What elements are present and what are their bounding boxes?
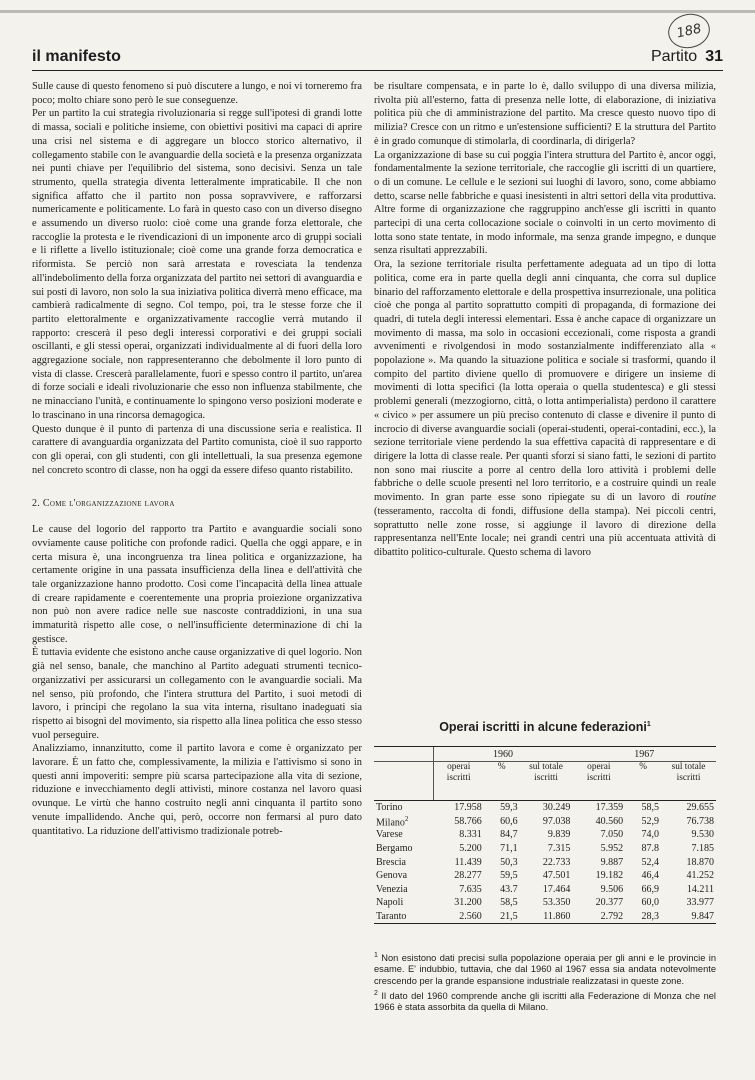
paragraph: Analizziamo, innanzitutto, come il partito lavora e come è organizzato per lavorare. È un fatto che, complessivamente, la milizia e l'attivismo si sono in questi anni impoveriti: sempre più scarsa partecipazione alla vita di sezione, riduzione e invecchiamento degli attivisti, minore costanza nel lavoro quasi ovunque. Le virtù che hanno costruito negli anni cinquanta il partito sono venute impallidendo. Anche qui, però, occorre non fermarsi al puro dato quantitativo. La riduzione dell'attivismo tradizionale potreb- — [32, 743, 362, 837]
column-header: operai iscritti — [433, 762, 484, 801]
paragraph: Per un partito la cui strategia rivoluzionaria si regge sull'ipotesi di grandi lotte di massa, sociali e politiche insieme, con obiettivi positivi ma capaci di aprire una crisi nel sistema e di aggregare un blocco storico alternativo, il collegamento stabile con le avanguardie della società e la presenza organizzata nei punti chiave per l'equilibrio del sistema, sono decisivi. Senza un tale strumento, quella strategia diventa letteralmente impraticabile. Il che non significa affatto che il partito non possa sopravvivere, e rafforzarsi numericamente e politicamente. Lo farà in questo caso con un diverso disegno e assumendo un diverso ruolo: cioè come una grande forza elettorale, che raccoglie la protesta e le rivendicazioni di un imponente arco di gruppi sociali e li riflette a livello istituzionale; cioè come una grande forza democratica e riformista. Se perciò non sarà arrestata e rovesciata la tendenza all'indebolimento della forza organizzata del partito nei settori di avanguardia e sui posti di lavoro, non solo la sua iniziativa politica diverrà meno efficace, ma cambierà radicalmente di segno. Col tempo, poi, tra le stesse forze che il partito elettoralmente e organizzativamente raccoglie verrà mutando il rapporto: crescerà il peso degli interessi corporativi e dei gruppi sociali oscillanti, e gli stessi operai, organizzati individualmente al di fuori della loro aggregazione sociale, non rappresenteranno che debolmente il loro punto di vista di classe. Crescerà parallelamente, fuori e spesso contro il partito, un'area di forze sociali e ideali rivoluzionarie che esso non influenza stabilmente, che ne minacciano l'unità, e continuamente lo spingono verso posizioni moderate e lo trascinano in una rincorsa demagogica. — [32, 108, 362, 421]
table-title: Operai iscritti in alcune federazioni$^1$ — [439, 720, 651, 734]
cell: 30.249 — [542, 802, 571, 814]
year-header: 1967 — [572, 747, 716, 762]
top-edge-line — [0, 10, 755, 13]
paragraph: Ora, la sezione territoriale risulta perfettamente adeguata ad un tipo di lotta politica, come era in parte quella degli anni cinquanta, che corra sul duplice binario del rafforzamento elettorale e della prospettiva insurrezionale, una politica cioè che ponga al partito soprattutto compiti di propaganda, di formazione dei quadri, di tutela degli interessi elementari. Essa è anche capace di organizzare un movimento di massa, ma solo in occasioni eccezionali, come risposta a grandi avvenimenti e rivolgendosi in modo sostanzialmente indifferenziato alla « popolazione ». Ma quando la situazione politica e sociale si trasformi, quando il compito del partito diviene quello di promuovere e dirigere un insieme di movimenti di lotta specifici (la lotta operaia o quella studentesca) e gli stessi problemi generali (mezzogiorno, città, o lotta antimperialista) perdono il carattere « civico » per assumere un più preciso contenuto di classe e divenire il punto di incrocio di diverse avanguardie sociali (operai-studenti, operai-contadini, ecc.), la sezione territoriale viene perdendo la sua effettiva capacità di rappresentare e di dirigere la lotta di classe reale. Per quanti sforzi si siano fatti, le sezioni di partito non sono mai riuscite a porre al centro della loro attività i problemi delle fabbriche o delle scuole presenti nel loro territorio, e a costruire quindi un reale movimento. In gran parte esse sono ripiegate su di un lavoro di routine (tesseramento, raccolta di fondi, diffusione della stampa). Nei piccoli centri, soprattutto nelle zone rosse, si aggiunge il lavoro di direzione della rappresentanza nell'Ente locale; nei grandi centri una più accentuata attività di dibattito politico-culturale. Questo schema di lavoro — [374, 259, 716, 558]
cell: 14.211 — [686, 883, 714, 895]
header-rule — [32, 70, 723, 71]
table-row — [374, 869, 716, 883]
table-header-columns — [374, 762, 716, 801]
city-cell: Napoli — [376, 897, 404, 909]
cell: 2.560 — [433, 910, 484, 924]
column-header: sul totale iscritti — [520, 762, 573, 801]
cell: 7.635 — [459, 883, 482, 895]
cell: 31.200 — [454, 897, 482, 909]
cell: 20.377 — [595, 897, 624, 909]
cell: 97.038 — [542, 815, 571, 827]
footnote: $^2$ Il dato del 1960 comprende anche gli iscritti alla Federazione di Monza che nel 1966 è stata assorbita da quella di Milano. — [374, 989, 716, 1013]
masthead-title: il manifesto — [32, 48, 121, 65]
table-row — [374, 896, 716, 910]
table-row — [374, 883, 716, 897]
cell: 8.331 — [459, 829, 482, 841]
cell: 9.506 — [600, 883, 624, 895]
cell: 7.185 — [691, 843, 714, 855]
cell: 59,5 — [500, 870, 518, 882]
column-header: % — [484, 762, 520, 801]
city-cell: Venezia — [376, 883, 408, 895]
cell: 22.733 — [542, 856, 571, 868]
cell: 76.738 — [686, 815, 714, 827]
table-row — [374, 815, 716, 829]
cell: 58.766 — [454, 815, 482, 827]
cell: 60,6 — [500, 815, 518, 827]
cell: 46,4 — [641, 870, 660, 882]
cell: 41.252 — [686, 870, 714, 882]
cell: 50,3 — [500, 856, 518, 868]
cell: 28,3 — [625, 910, 661, 924]
cell: 2.792 — [572, 910, 625, 924]
table-row — [374, 842, 716, 856]
paragraph: Questo dunque è il punto di partenza di una discussione seria e realistica. Il carattere di avanguardia organizzata del Partito comunista, cioè il suo rapporto con gli operai, con gli studenti, con gli intellettuali, la sua presenza egemone nel concreto scontro di classe, non ha oggi da essere difeso quanto ristabilito. — [32, 423, 362, 476]
paragraph: be risultare compensata, e in parte lo è, dallo sviluppo di una diversa milizia, rivolta più all'esterno, fatta di presenza nelle lotte, di elaborazione, di iniziativa politica più che di amministrazione del partito. Ma cresce questo nuovo tipo di milizia? Cresce con un ritmo e un'estensione sufficienti? E la struttura del Partito è in grado comunque di stimolarla, di coordinarla, di dirigerla? — [374, 81, 716, 147]
city-cell: Taranto — [374, 910, 433, 924]
cell: 9.530 — [691, 829, 714, 841]
cell: 11.860 — [520, 910, 573, 924]
cell: 17.958 — [454, 802, 482, 814]
cell: 11.439 — [454, 856, 482, 868]
table-header-years — [374, 747, 716, 762]
cell: 40.560 — [595, 815, 624, 827]
cell: 43.7 — [500, 883, 518, 895]
cell: 59,3 — [500, 802, 518, 814]
city-cell: Bergamo — [376, 843, 413, 855]
footnote: $^1$ Non esistono dati precisi sulla popolazione operaia per gli anni e le provincie in esame. E' indubbio, tuttavia, che dal 1960 al 1967 essa sia andata notevolmente crescendo per la grande espansione industriale realizzatasi in queste zone. — [374, 952, 716, 986]
cell: 29.655 — [686, 802, 714, 814]
cell: 9.887 — [600, 856, 624, 868]
cell: 71,1 — [500, 843, 518, 855]
cell: 7.315 — [547, 843, 571, 855]
table-row — [374, 801, 716, 815]
cell: 33.977 — [686, 897, 714, 909]
cell: 9.847 — [661, 910, 716, 924]
cell: 9.839 — [547, 829, 571, 841]
cell: 18.870 — [686, 856, 714, 868]
paragraph: La organizzazione di base su cui poggia l'intera struttura del Partito è, ancor oggi, fondamentalmente la sezione territoriale, che raccoglie gli iscritti di un quartiere, o di un comune. Le cellule e le sezioni sui luoghi di lavoro, sono, come abbiamo detto, scarse nelle fabbriche e quasi inesistenti in altri settori della vita produttiva. Altre forme di organizzazione che raggruppino anch'esse gli iscritti in quanto partecipi di una certa collocazione sociale o coinvolti in un certo movimento di lotta sono state tentate, in modo informale, ma senza grande impegno, e dunque senza risultati apprezzabili. — [374, 149, 716, 257]
table-row — [374, 828, 716, 842]
footnotes — [374, 950, 716, 1015]
paragraph: Le cause del logorio del rapporto tra Partito e avanguardie sociali sono ovviamente cause politiche con profonde radici. Quella che oggi appare, e in certa misura è, una incongruenza tra linea politica e organizzazione, ha certamente origine in una passata insufficienza della linea e dell'attività che tale organizzazione hanno prodotto. Così come l'incapacità della linea attuale di creare rapidamente e coerentemente una propria proiezione organizzativa non può non avere radice nelle sue nascoste contraddizioni, in una sua immaturità rispetto alle cose, o nell'insufficiente determinazione di chi la gestisce. — [32, 524, 362, 645]
cell: 58,5 — [641, 802, 660, 814]
section-heading: 2. Come l'organizzazione lavora — [32, 498, 175, 510]
city-cell: Torino — [376, 802, 403, 814]
cell: 17.359 — [595, 802, 624, 814]
cell: 5.200 — [459, 843, 482, 855]
data-table — [374, 746, 716, 924]
cell: 66,9 — [641, 883, 660, 895]
cell: 52,4 — [641, 856, 660, 868]
city-cell: Brescia — [376, 856, 406, 868]
year-header: 1960 — [433, 747, 572, 762]
column-header: operai iscritti — [572, 762, 625, 801]
cell: 84,7 — [500, 829, 518, 841]
cell: 5.952 — [600, 843, 624, 855]
cell: 60,0 — [641, 897, 660, 909]
section-label: Partito — [650, 48, 698, 65]
cell: 19.182 — [595, 870, 624, 882]
table-row — [374, 855, 716, 869]
city-cell: Genova — [376, 870, 408, 882]
page-header — [32, 44, 723, 66]
cell: 53.350 — [542, 897, 571, 909]
left-column — [32, 80, 362, 838]
cell: 21,5 — [484, 910, 520, 924]
column-header: sul totale iscritti — [661, 762, 716, 801]
column-header: % — [625, 762, 661, 801]
page-number: 31 — [705, 48, 723, 65]
cell: 17.464 — [542, 883, 571, 895]
cell: 58,5 — [500, 897, 518, 909]
cell: 28.277 — [454, 870, 482, 882]
city-cell: Varese — [376, 829, 403, 841]
table-row — [374, 910, 716, 924]
cell: 7.050 — [600, 829, 624, 841]
city-cell: Milano$^2$ — [376, 814, 409, 829]
archive-stamp: 188 — [665, 10, 713, 52]
paragraph: Sulle cause di questo fenomeno si può discutere a lungo, e noi vi torneremo fra poco; molto chiare sono però le sue conseguenze. — [32, 81, 362, 106]
cell: 74,0 — [641, 829, 660, 841]
section-title — [651, 48, 723, 66]
cell: 87.8 — [641, 843, 660, 855]
right-column — [374, 80, 716, 560]
paragraph: È tuttavia evidente che esistono anche cause organizzative di quel logorio. Non già nel senso, banale, che manchino al Partito adeguati strumenti tecnico-organizzativi per assicurarsi un collegamento con le avanguardie sociali. Ma nel senso, più profondo, che l'intera struttura del Partito, i suoi metodi di lavoro, i principi che regolano la sua vita interna, risultano inadeguati sia rispetto ai bisogni del movimento, sia rispetto alla linea politica che esso stesso vuol perseguire. — [32, 647, 362, 741]
cell: 52,9 — [641, 815, 660, 827]
cell: 47.501 — [542, 870, 571, 882]
